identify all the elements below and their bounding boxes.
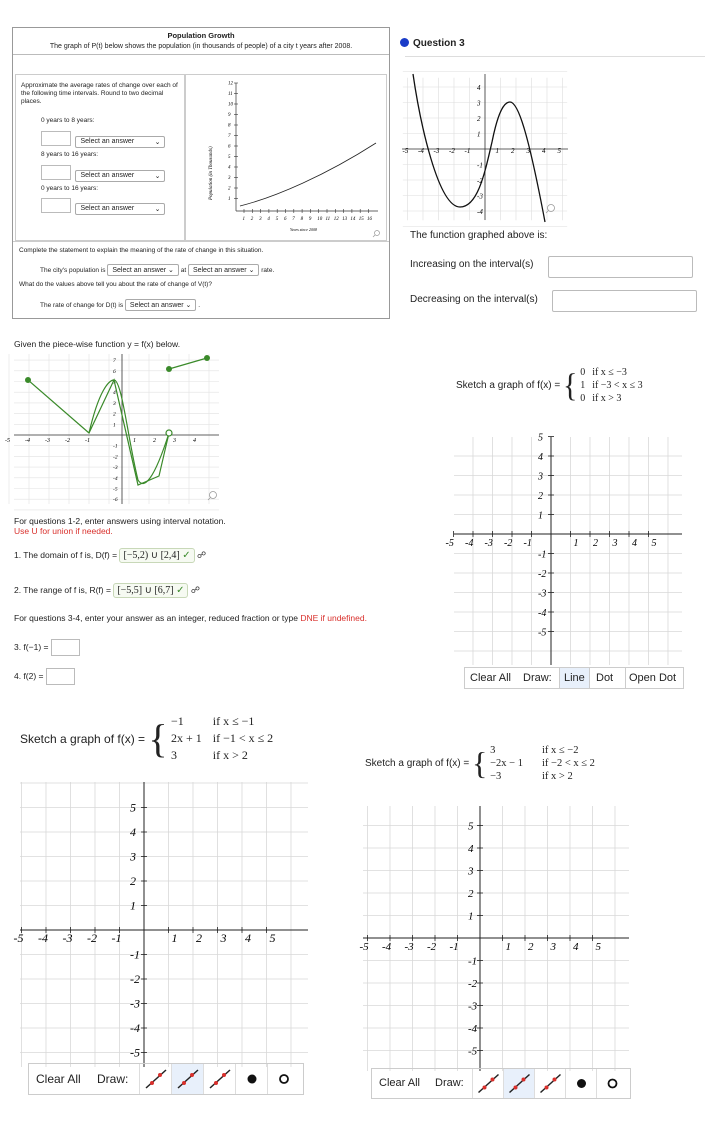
tick-label: 2 (511, 147, 515, 155)
population-growth-panel (12, 27, 390, 319)
tick-label: -1 (130, 947, 140, 962)
tick-label: 3 (612, 538, 618, 549)
tick-label: 5 (468, 820, 474, 833)
increasing-input[interactable] (548, 256, 693, 278)
tick-label: -3 (477, 192, 483, 201)
tick-label: -4 (113, 475, 118, 482)
q3-prompt: The function graphed above is: (410, 230, 548, 241)
piecewise-graph (5, 350, 224, 515)
pop-statement (40, 264, 274, 276)
tick-label: 3 (130, 849, 136, 864)
tick-label: -2 (65, 438, 70, 444)
tick-label: -5 (538, 627, 547, 639)
tick-label: 5 (595, 941, 601, 953)
tick-label: 15 (358, 217, 364, 222)
tick-label: 5 (651, 538, 657, 549)
tick-label: -1 (523, 538, 532, 549)
line-tool-icon[interactable] (472, 1069, 504, 1098)
pop-mid: at (180, 267, 187, 274)
tick-label: 10 (228, 102, 233, 108)
tick-label: -2 (449, 147, 455, 155)
tick-label: 5 (269, 931, 276, 945)
closed-dot (204, 355, 210, 361)
draw-label: Draw: (435, 1077, 464, 1089)
population-graph (186, 75, 386, 240)
tick-label: -4 (382, 941, 392, 953)
interval-1-input[interactable] (41, 131, 71, 146)
tick-label: 3 (220, 931, 227, 945)
tick-label: 1 (477, 130, 481, 139)
range-answer[interactable]: [−5,5] ∪ [6,7] ✓ (113, 583, 188, 598)
pop-prefix: The city's population is (40, 267, 106, 274)
tick-label: 1 (468, 910, 474, 923)
tick-label: -2 (130, 972, 140, 986)
tick-label: -1 (464, 147, 471, 155)
tick-label: 8 (300, 217, 304, 222)
tick-label: -3 (484, 538, 493, 549)
tick-label: 1 (130, 898, 136, 913)
rate-select[interactable]: Select an answer ⌄ (125, 299, 197, 311)
tick-label: -2 (87, 931, 97, 945)
rates-question-box (15, 74, 185, 241)
tick-label: 4 (130, 825, 136, 839)
note-integer: For questions 3-4, enter your answer as an integer, reduced fraction or type DNE if undefined. (14, 613, 367, 623)
sketch-tr-cases: 0 if x ≤ −3 1 if −3 < x ≤ 3 0 if x > 3 (580, 367, 643, 404)
ray-tool-icon[interactable] (171, 1064, 204, 1094)
domain-answer[interactable]: [−5,2) ∪ [2,4] ✓ (119, 548, 194, 563)
pop-ylabel: Population (in Thousands) (209, 146, 214, 200)
tick-label: -3 (113, 465, 118, 472)
tick-label: -4 (418, 147, 424, 155)
pop-select-2[interactable]: Select an answer ⌄ (188, 264, 260, 276)
tick-label: 4 (538, 452, 543, 463)
tick-label: -4 (477, 208, 483, 216)
tick-label: 4 (468, 843, 474, 855)
segment-tool-icon[interactable] (203, 1064, 236, 1094)
sketch-tr-graph[interactable] (445, 432, 682, 670)
tick-label: 5 (538, 432, 543, 444)
tick-label: 16 (367, 217, 372, 222)
pop-select-1[interactable]: Select an answer ⌄ (107, 264, 179, 276)
open-dot-tool-icon[interactable] (267, 1064, 300, 1094)
tick-label: -3 (404, 941, 414, 953)
tick-label: -2 (538, 569, 547, 580)
tick-label: -3 (538, 588, 547, 600)
tick-label: 11 (325, 217, 331, 222)
draw-label: Draw: (97, 1072, 129, 1086)
interval-1-select[interactable]: Select an answer ⌄ (75, 136, 165, 148)
tick-label: 2 (477, 115, 481, 123)
tick-label: -3 (45, 438, 50, 444)
tick-label: -2 (477, 177, 483, 185)
tick-label: 5 (228, 155, 231, 160)
sketch-br-cases: 3 if x ≤ −2 −2x − 1 if −2 < x ≤ 2 −3 if x > 2 (490, 745, 595, 782)
dot-tool-icon[interactable] (235, 1064, 268, 1094)
tick-label: 7 (292, 217, 295, 222)
tick-label: 4 (113, 390, 116, 397)
tick-label: 3 (550, 941, 556, 953)
tick-label: 1 (228, 197, 231, 202)
tick-label: 2 (593, 538, 598, 549)
domain-question: 1. The domain of f is, D(f) = [−5,2) ∪ [2,4] ✓ ☍ (14, 550, 207, 561)
sketch-bl-toolbar (28, 1063, 304, 1095)
tick-label: 5 (557, 147, 561, 155)
tick-label: -3 (433, 147, 440, 155)
complete-statement: Complete the statement to explain the meaning of the rate of change in this situation. (19, 247, 264, 254)
tick-label: 9 (228, 113, 231, 118)
question-3-graph (400, 72, 570, 227)
dot-tool-icon[interactable] (565, 1069, 597, 1098)
tick-label: 3 (173, 438, 176, 444)
tick-label: 3 (477, 99, 481, 108)
tick-label: -5 (359, 941, 369, 953)
tick-label: 1 (171, 931, 178, 945)
sketch-bl-prompt: Sketch a graph of f(x) = { −1 if x ≤ −1 2x + 1 if −1 < x ≤ 2 3 if x > 2 (20, 714, 274, 762)
tick-label: 11 (228, 92, 233, 97)
draw-label: Draw: (523, 672, 552, 684)
tick-label: 3 (538, 471, 543, 483)
tick-label: -4 (25, 438, 30, 444)
tick-label: 6 (284, 217, 287, 222)
tick-label: 1 (573, 538, 579, 549)
sketch-br-toolbar (371, 1068, 631, 1099)
tick-label: -6 (113, 497, 118, 504)
tick-label: -5 (13, 931, 24, 945)
tick-label: -2 (113, 454, 118, 461)
open-dot-tool-button[interactable]: Open Dot (625, 668, 679, 688)
tick-label: -3 (130, 996, 140, 1011)
tick-label: -3 (468, 1000, 478, 1013)
tick-label: -1 (111, 931, 122, 945)
tick-label: 14 (350, 217, 356, 222)
tick-label: 1 (495, 147, 499, 155)
tick-label: -2 (468, 978, 478, 990)
tick-label: 4 (542, 147, 546, 155)
tick-label: 4 (632, 538, 637, 549)
interval-1-label: 0 years to 8 years: (41, 117, 95, 124)
sketch-tr-prompt: Sketch a graph of f(x) = { 0 if x ≤ −3 1 if −3 < x ≤ 3 0 if x > 3 (456, 366, 643, 404)
tick-label: 3 (259, 217, 262, 222)
preview-icon[interactable]: ☍ (197, 550, 207, 560)
population-graph-box (185, 74, 387, 241)
question-3-title: Question 3 (400, 38, 465, 49)
tick-label: 7 (113, 358, 116, 365)
sketch-bl-cases: −1 if x ≤ −1 2x + 1 if −1 < x ≤ 2 3 if x > 2 (170, 714, 274, 762)
q3-dec-label: Decreasing on the interval(s) (410, 294, 538, 305)
tick-label: 1 (113, 422, 116, 429)
closed-dot (166, 366, 172, 372)
open-dot-tool-icon[interactable] (596, 1069, 628, 1098)
closed-dot (25, 377, 31, 383)
tick-label: 10 (317, 217, 323, 222)
note-union: Use U for union if needed. (14, 526, 113, 536)
tick-label: -5 (468, 1045, 478, 1058)
tick-label: 4 (267, 217, 270, 222)
interval-3-label: 0 years to 16 years: (41, 185, 99, 192)
panel-title: Population Growth (167, 31, 235, 40)
tick-label: -5 (130, 1045, 140, 1060)
sketch-br-prompt: Sketch a graph of f(x) = { 3 if x ≤ −2 −2x − 1 if −2 < x ≤ 2 −3 if x > 2 (365, 745, 595, 782)
interval-2-label: 8 years to 16 years: (41, 151, 99, 158)
tick-label: 2 (250, 217, 254, 222)
f-2-question: 4. f(2) = (14, 668, 75, 685)
line-tool-button[interactable]: Line (559, 668, 590, 688)
tick-label: 4 (245, 931, 251, 945)
f-minus-1-question: 3. f(−1) = (14, 639, 80, 656)
tick-label: 5 (130, 800, 136, 815)
tick-label: -1 (85, 438, 90, 444)
pop-curve (240, 143, 376, 206)
interval-2-select[interactable]: Select an answer ⌄ (75, 170, 165, 182)
f-minus-1-input[interactable] (51, 639, 80, 656)
line-tool-icon[interactable] (139, 1064, 172, 1094)
tick-label: -4 (130, 1021, 140, 1035)
tick-label: 2 (153, 438, 156, 444)
note-interval: For questions 1-2, enter answers using interval notation. (14, 516, 226, 526)
question-bullet-icon (400, 38, 409, 47)
sketch-tr-toolbar (464, 667, 684, 689)
tick-label: 2 (538, 491, 543, 502)
tick-label: 6 (228, 144, 231, 150)
clear-all-button[interactable]: Clear All (470, 672, 511, 684)
tick-label: -4 (538, 608, 547, 619)
tick-label: -5 (5, 438, 10, 444)
sketch-bl-graph[interactable] (13, 782, 308, 1072)
range-question: 2. The range of f is, R(f) = [−5,5] ∪ [6,7] ✓ ☍ (14, 585, 200, 596)
rate-statement: The rate of change for D(t) is Select an answer ⌄ . (40, 299, 200, 311)
tick-label: 4 (477, 84, 481, 92)
sketch-br-graph[interactable] (359, 806, 629, 1076)
tick-label: 4 (228, 165, 231, 171)
interval-2-input[interactable] (41, 165, 71, 180)
tick-label: 9 (308, 217, 312, 222)
tick-label: -1 (468, 955, 478, 968)
tick-label: 6 (113, 368, 116, 375)
tick-label: 12 (333, 217, 339, 222)
tick-label: 3 (228, 176, 231, 181)
tick-label: -5 (402, 147, 409, 155)
tick-label: -1 (477, 161, 483, 170)
tick-label: -1 (449, 941, 459, 953)
tick-label: 3 (113, 400, 116, 407)
tick-label: 1 (133, 438, 136, 444)
preview-icon[interactable]: ☍ (190, 585, 200, 595)
tick-label: 2 (196, 931, 202, 945)
tick-label: -3 (62, 931, 73, 945)
tick-label: 12 (228, 81, 233, 87)
tick-label: -1 (113, 443, 118, 450)
zoom-icon[interactable] (373, 231, 380, 238)
rate-prefix: The rate of change for D(t) is (40, 302, 124, 309)
decreasing-input[interactable] (552, 290, 697, 312)
tick-label: 1 (242, 217, 245, 222)
dot-tool-button[interactable]: Dot (596, 672, 614, 684)
tick-label: 2 (228, 186, 231, 192)
tick-label: -2 (504, 538, 513, 549)
tick-label: 3 (468, 865, 474, 878)
tick-label: -5 (113, 486, 118, 493)
interval-3-input[interactable] (41, 198, 71, 213)
tick-label: 7 (228, 134, 231, 139)
piecewise-prompt: Given the piece-wise function y = f(x) below. (14, 339, 181, 349)
pop-suffix: rate. (261, 267, 275, 274)
panel-subtitle: The graph of P(t) below shows the population (in thousands of people) of a city t years after 2008. (49, 43, 353, 50)
clear-all-button[interactable]: Clear All (379, 1077, 420, 1089)
q3-inc-label: Increasing on the interval(s) (410, 259, 534, 270)
ray-tool-icon[interactable] (503, 1069, 535, 1098)
tick-label: 1 (505, 941, 511, 953)
tick-label: 2 (113, 411, 116, 418)
open-dot (166, 430, 172, 436)
tick-label: 2 (130, 874, 136, 888)
tick-label: 4 (573, 941, 579, 953)
tick-label: 3 (526, 147, 530, 155)
segment-tool-icon[interactable] (534, 1069, 566, 1098)
tick-label: 13 (342, 217, 348, 222)
clear-all-button[interactable]: Clear All (36, 1072, 81, 1086)
tick-label: -1 (538, 549, 547, 561)
tick-label: 2 (528, 941, 534, 953)
tick-label: -2 (427, 941, 437, 953)
tick-label: 8 (228, 123, 231, 129)
interval-3-select[interactable]: Select an answer ⌄ (75, 203, 165, 215)
tick-label: -4 (468, 1023, 478, 1035)
tick-label: -4 (38, 931, 48, 945)
rate-instructions: Approximate the average rates of change over each of the following time intervals. Round to two decimal places. (21, 82, 178, 105)
pop-xlabel: Years since 2008 (290, 227, 317, 232)
values-question: What do the values above tell you about the rate of change of V(t)? (19, 281, 212, 288)
tick-label: 5 (275, 217, 279, 222)
tick-label: 1 (538, 510, 543, 522)
tick-label: 2 (468, 888, 474, 900)
tick-label: -5 (445, 538, 454, 549)
tick-label: -4 (465, 538, 474, 549)
tick-label: 5 (113, 379, 116, 386)
tick-label: 4 (193, 438, 196, 444)
f-2-input[interactable] (46, 668, 75, 685)
